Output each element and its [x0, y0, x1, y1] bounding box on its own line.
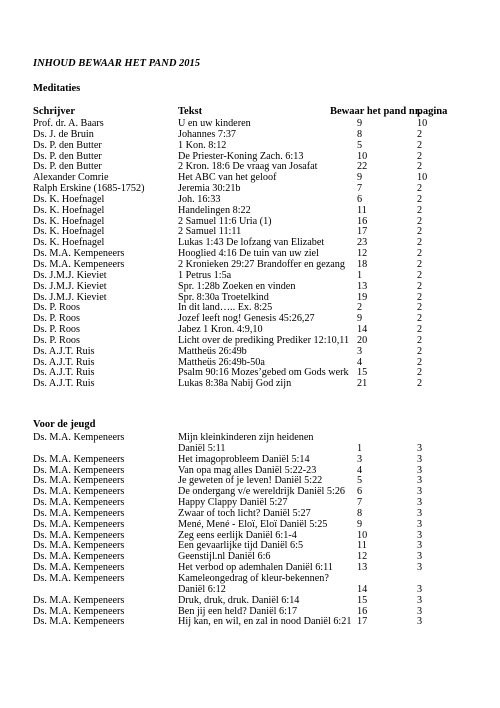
- cell-author: Ds. M.A. Kempeneers: [33, 529, 125, 541]
- section-heading-meditaties: Meditaties: [33, 83, 81, 94]
- cell-text: Van opa mag alles Daniël 5:22-23: [178, 464, 317, 476]
- cell-text: U en uw kinderen: [178, 118, 251, 129]
- cell-number: 8: [357, 507, 363, 519]
- cell-author: Ds. M.A. Kempeneers: [33, 497, 125, 509]
- cell-text: Jabez 1 Kron. 4:9,10: [178, 324, 263, 336]
- table-row: [33, 432, 473, 454]
- table-row: [33, 530, 473, 541]
- cell-author: Ds. A.J.T. Ruis: [33, 345, 95, 357]
- cell-page: 2: [417, 161, 423, 173]
- cell-author: Ds. K. Hoefnagel: [33, 237, 105, 249]
- cell-author: Ds. M.A. Kempeneers: [33, 258, 125, 270]
- table-row: [33, 378, 473, 389]
- cell-text: Mattheüs 26:49b: [178, 345, 247, 357]
- cell-author: Ralph Erskine (1685-1752): [33, 183, 145, 195]
- cell-page: 2: [417, 226, 423, 238]
- cell-page: 10: [417, 118, 428, 129]
- cell-author: Ds. M.A. Kempeneers: [33, 572, 125, 584]
- header-page: pagina: [417, 106, 448, 117]
- cell-page: 3: [417, 529, 423, 541]
- cell-page: 2: [417, 183, 423, 195]
- cell-text: Licht over de prediking Prediker 12:10,11: [178, 334, 350, 346]
- cell-page: 2: [417, 324, 423, 336]
- cell-text: Kameleongedrag of kleur-bekennen?: [178, 572, 329, 584]
- cell-number: 1: [357, 442, 363, 454]
- cell-text: Jeremia 30:21b: [178, 183, 241, 195]
- cell-text: 1 Kon. 8:12: [178, 139, 227, 151]
- cell-text: Spr. 8:30a Troetelkind: [178, 291, 269, 303]
- table-row: [33, 335, 473, 346]
- cell-text: Een gevaarlijke tijd Daniël 6:5: [178, 540, 304, 552]
- cell-number: 12: [357, 248, 368, 260]
- cell-page: 3: [417, 540, 423, 552]
- table-row: [33, 151, 473, 162]
- table-row: [33, 237, 473, 248]
- cell-text: Lukas 8:38a Nabij God zijn: [178, 378, 292, 390]
- table-row: [33, 172, 473, 183]
- cell-page: 3: [417, 464, 423, 476]
- cell-number: 15: [357, 594, 368, 606]
- cell-author: Ds. A.J.T. Ruis: [33, 378, 95, 390]
- cell-author: Ds. K. Hoefnagel: [33, 204, 105, 216]
- cell-number: 23: [357, 237, 368, 249]
- table-row: [33, 183, 473, 194]
- cell-author: Ds. P. Roos: [33, 324, 80, 336]
- header-text: Tekst: [178, 106, 203, 117]
- table-row: [33, 226, 473, 237]
- table-header: [33, 106, 473, 118]
- cell-number: 11: [357, 540, 367, 552]
- cell-page: 2: [417, 291, 423, 303]
- table-row: [33, 519, 473, 530]
- cell-text: 2 Kronieken 29:27 Brandoffer en gezang: [178, 258, 345, 270]
- table-row: [33, 357, 473, 368]
- cell-author: Ds. M.A. Kempeneers: [33, 486, 125, 498]
- cell-text: Het imagoprobleem Daniël 5:14: [178, 453, 310, 465]
- cell-author: Ds. M.A. Kempeneers: [33, 432, 125, 443]
- table-row: [33, 486, 473, 497]
- cell-text: 1 Petrus 1:5a: [178, 269, 232, 281]
- table-row: [33, 508, 473, 519]
- cell-number: 3: [357, 345, 363, 357]
- table-row: [33, 367, 473, 378]
- cell-number: 9: [357, 172, 363, 184]
- table-row: [33, 616, 473, 627]
- table-row: [33, 194, 473, 205]
- cell-number: 3: [357, 453, 363, 465]
- cell-number: 22: [357, 161, 368, 173]
- cell-text: Druk, druk, druk. Daniël 6:14: [178, 594, 300, 606]
- table-row: [33, 281, 473, 292]
- cell-number: 11: [357, 204, 367, 216]
- cell-page: 2: [417, 269, 423, 281]
- cell-text: Hooglied 4:16 De tuin van uw ziel: [178, 248, 319, 260]
- table-row: [33, 313, 473, 324]
- document-title: INHOUD BEWAAR HET PAND 2015: [33, 58, 201, 69]
- cell-number: 17: [357, 616, 368, 628]
- cell-page: 3: [417, 583, 423, 595]
- cell-number: 4: [357, 464, 363, 476]
- cell-page: 3: [417, 475, 423, 487]
- cell-number: 16: [357, 605, 368, 617]
- cell-page: 2: [417, 345, 423, 357]
- cell-number: 6: [357, 193, 363, 205]
- cell-author: Ds. M.A. Kempeneers: [33, 562, 125, 574]
- cell-author: Ds. M.A. Kempeneers: [33, 540, 125, 552]
- cell-number: 10: [357, 150, 368, 162]
- cell-page: 3: [417, 507, 423, 519]
- cell-page: 2: [417, 215, 423, 227]
- cell-number: 14: [357, 583, 368, 595]
- cell-number: 16: [357, 215, 368, 227]
- table-row: [33, 540, 473, 551]
- cell-text: Joh. 16:33: [178, 193, 221, 205]
- cell-text: Handelingen 8:22: [178, 204, 251, 216]
- cell-page: 2: [417, 237, 423, 249]
- table-row: [33, 606, 473, 617]
- cell-page: 2: [417, 378, 423, 390]
- cell-number: 15: [357, 367, 368, 379]
- cell-text: Je geweten of je leven! Daniël 5:22: [178, 475, 323, 487]
- cell-author: Ds. M.A. Kempeneers: [33, 248, 125, 260]
- cell-author: Ds. P. Roos: [33, 302, 80, 314]
- cell-number: 9: [357, 118, 363, 129]
- table-row: [33, 118, 473, 129]
- table-row: [33, 551, 473, 562]
- cell-author: Ds. M.A. Kempeneers: [33, 594, 125, 606]
- cell-author: Alexander Comrie: [33, 172, 109, 184]
- table-row: [33, 259, 473, 270]
- cell-page: 2: [417, 313, 423, 325]
- cell-number: 1: [357, 269, 363, 281]
- cell-number: 7: [357, 183, 363, 195]
- header-number: Bewaar het pand nr.: [330, 106, 422, 117]
- table-row: [33, 205, 473, 216]
- cell-author: Ds. M.A. Kempeneers: [33, 453, 125, 465]
- cell-author: Ds. K. Hoefnagel: [33, 226, 105, 238]
- cell-page: 3: [417, 605, 423, 617]
- cell-text: Het verbod op ademhalen Daniël 6:11: [178, 562, 333, 574]
- cell-author: Ds. J.M.J. Kieviet: [33, 269, 107, 281]
- cell-author: Ds. J. de Bruin: [33, 128, 94, 140]
- table-row: [33, 270, 473, 281]
- cell-author: Ds. P. den Butter: [33, 150, 102, 162]
- cell-author: Ds. M.A. Kempeneers: [33, 518, 125, 530]
- cell-page: 2: [417, 280, 423, 292]
- table-row: [33, 161, 473, 172]
- cell-page: 3: [417, 497, 423, 509]
- cell-text: Spr. 1:28b Zoeken en vinden: [178, 280, 296, 292]
- cell-page: 2: [417, 248, 423, 260]
- cell-author: Ds. P. Roos: [33, 334, 80, 346]
- cell-text-continued: Daniël 5:11: [178, 442, 226, 454]
- cell-number: 12: [357, 551, 368, 563]
- cell-number: 20: [357, 334, 368, 346]
- section-heading-jeugd: Voor de jeugd: [33, 419, 96, 430]
- cell-number: 8: [357, 128, 363, 140]
- cell-page: 2: [417, 258, 423, 270]
- cell-page: 2: [417, 334, 423, 346]
- cell-number: 13: [357, 562, 368, 574]
- cell-number: 21: [357, 378, 368, 390]
- cell-page: 2: [417, 193, 423, 205]
- cell-page: 2: [417, 150, 423, 162]
- cell-page: 2: [417, 302, 423, 314]
- table-row: [33, 573, 473, 595]
- cell-author: Ds. K. Hoefnagel: [33, 215, 105, 227]
- cell-page: 3: [417, 518, 423, 530]
- cell-author: Ds. P. Roos: [33, 313, 80, 325]
- cell-number: 9: [357, 518, 363, 530]
- cell-author: Ds. J.M.J. Kieviet: [33, 291, 107, 303]
- cell-text: 2 Samuel 11:11: [178, 226, 242, 238]
- cell-page: 2: [417, 367, 423, 379]
- table-row: [33, 595, 473, 606]
- cell-text: Jozef leeft nog! Genesis 45:26,27: [178, 313, 315, 325]
- table-row: [33, 454, 473, 465]
- cell-text: Johannes 7:37: [178, 128, 237, 140]
- cell-number: 2: [357, 302, 363, 314]
- table-row: [33, 324, 473, 335]
- cell-author: Ds. M.A. Kempeneers: [33, 551, 125, 563]
- cell-page: 3: [417, 551, 423, 563]
- cell-text: Zwaar of toch licht? Daniël 5:27: [178, 507, 311, 519]
- cell-text: Geenstijl.nl Daniël 6:6: [178, 551, 271, 563]
- cell-author: Ds. M.A. Kempeneers: [33, 605, 125, 617]
- cell-number: 6: [357, 486, 363, 498]
- cell-text: 2 Kron. 18:6 De vraag van Josafat: [178, 161, 318, 173]
- table-row: [33, 248, 473, 259]
- table-row: [33, 302, 473, 313]
- cell-text: 2 Samuel 11:6 Uria (1): [178, 215, 272, 227]
- cell-text: Het ABC van het geloof: [178, 172, 277, 184]
- cell-author: Ds. K. Hoefnagel: [33, 193, 105, 205]
- table-row: [33, 497, 473, 508]
- cell-text: Mijn kleinkinderen zijn heidenen: [178, 432, 314, 443]
- table-row: [33, 346, 473, 357]
- cell-page: 3: [417, 486, 423, 498]
- cell-number: 14: [357, 324, 368, 336]
- cell-number: 5: [357, 475, 363, 487]
- cell-author: Ds. P. den Butter: [33, 161, 102, 173]
- cell-author: Ds. A.J.T. Ruis: [33, 356, 95, 368]
- cell-text: Mattheüs 26:49b-50a: [178, 356, 265, 368]
- meditaties-table: [33, 118, 473, 389]
- cell-author: Ds. P. den Butter: [33, 139, 102, 151]
- cell-author: Ds. M.A. Kempeneers: [33, 475, 125, 487]
- cell-author: Prof. dr. A. Baars: [33, 118, 104, 129]
- cell-text: De ondergang v/e wereldrijk Daniël 5:26: [178, 486, 346, 498]
- jeugd-table: [33, 432, 473, 627]
- cell-text: Mené, Mené - Eloï, Eloï Daniël 5:25: [178, 518, 328, 530]
- table-row: [33, 562, 473, 573]
- cell-number: 17: [357, 226, 368, 238]
- cell-number: 7: [357, 497, 363, 509]
- cell-page: 10: [417, 172, 428, 184]
- cell-page: 2: [417, 128, 423, 140]
- cell-text: Hij kan, en wil, en zal in nood Daniël 6:21: [178, 616, 352, 628]
- cell-page: 3: [417, 562, 423, 574]
- cell-page: 3: [417, 453, 423, 465]
- table-row: [33, 475, 473, 486]
- cell-author: Ds. M.A. Kempeneers: [33, 464, 125, 476]
- cell-text: Psalm 90:16 Mozes’gebed om Gods werk: [178, 367, 349, 379]
- cell-page: 3: [417, 616, 423, 628]
- cell-number: 5: [357, 139, 363, 151]
- cell-number: 4: [357, 356, 363, 368]
- cell-text: Happy Clappy Daniël 5:27: [178, 497, 288, 509]
- header-author: Schrijver: [33, 106, 75, 117]
- cell-page: 2: [417, 204, 423, 216]
- cell-text: Zeg eens eerlijk Daniël 6:1-4: [178, 529, 297, 541]
- cell-text: Lukas 1:43 De lofzang van Elizabet: [178, 237, 325, 249]
- cell-author: Ds. M.A. Kempeneers: [33, 616, 125, 628]
- cell-page: 3: [417, 594, 423, 606]
- cell-page: 2: [417, 356, 423, 368]
- cell-page: 2: [417, 139, 423, 151]
- table-row: [33, 292, 473, 303]
- cell-text: Ben jij een held? Daniël 6:17: [178, 605, 298, 617]
- table-row: [33, 129, 473, 140]
- cell-number: 13: [357, 280, 368, 292]
- cell-author: Ds. M.A. Kempeneers: [33, 507, 125, 519]
- cell-number: 9: [357, 313, 363, 325]
- cell-author: Ds. J.M.J. Kieviet: [33, 280, 107, 292]
- cell-number: 18: [357, 258, 368, 270]
- cell-number: 19: [357, 291, 368, 303]
- cell-text-continued: Daniël 6:12: [178, 583, 226, 595]
- cell-number: 10: [357, 529, 368, 541]
- table-row: [33, 465, 473, 476]
- cell-author: Ds. A.J.T. Ruis: [33, 367, 95, 379]
- cell-text: In dit land….. Ex. 8:25: [178, 302, 273, 314]
- table-row: [33, 216, 473, 227]
- cell-text: De Priester-Koning Zach. 6:13: [178, 150, 304, 162]
- table-row: [33, 140, 473, 151]
- cell-page: 3: [417, 442, 423, 454]
